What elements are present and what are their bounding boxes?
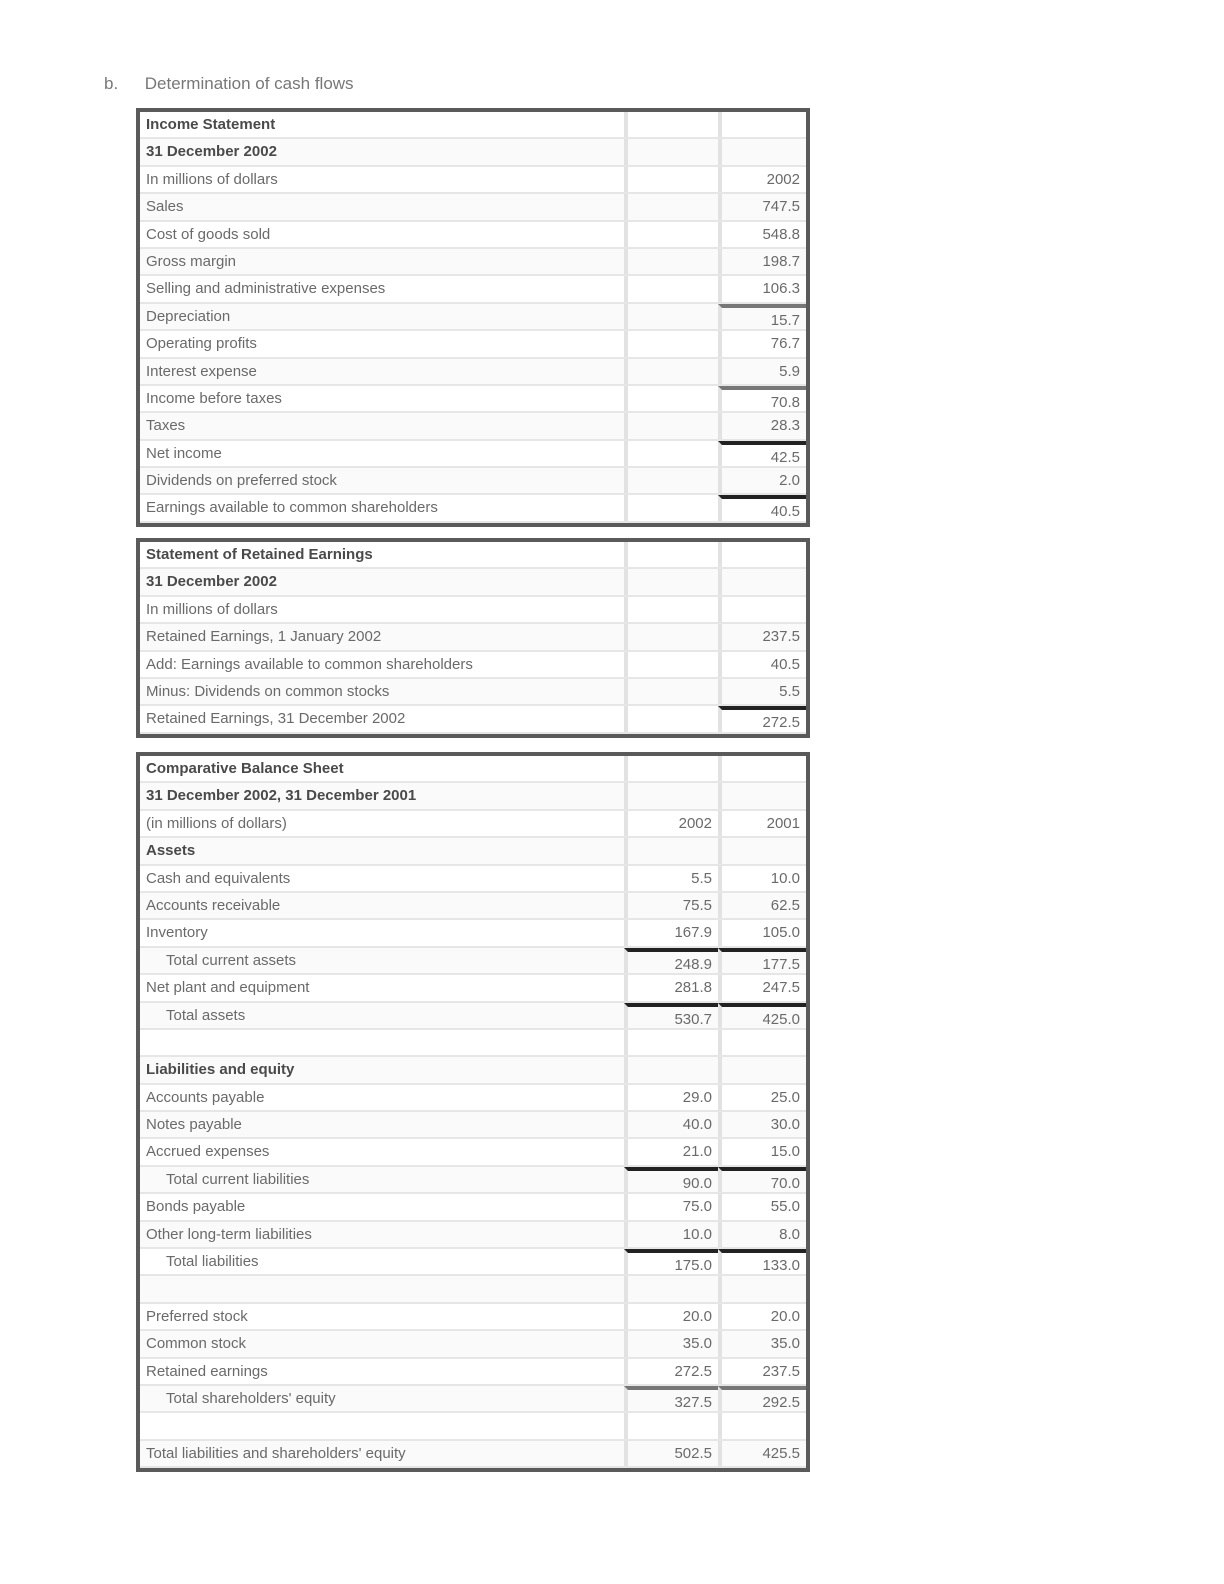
value-cell-col2: 40.5 [718, 495, 806, 520]
value-cell-col2 [718, 139, 806, 164]
section-heading [104, 74, 354, 94]
value-cell-col1: 75.5 [624, 893, 718, 918]
value-cell-col2: 8.0 [718, 1222, 806, 1247]
value-cell-col1: 327.5 [624, 1386, 718, 1411]
table-row [140, 441, 806, 468]
row-label: Retained Earnings, 31 December 2002 [146, 710, 406, 728]
value-cell-col1 [624, 331, 718, 356]
value-cell-col2: 548.8 [718, 222, 806, 247]
value-cell-col2: 15.7 [718, 304, 806, 329]
row-label: Total current assets [166, 951, 297, 969]
value-cell-col1 [624, 706, 718, 731]
value-cell-col1 [624, 276, 718, 301]
value-cell-col1: 10.0 [624, 1222, 718, 1247]
value-cell-col1 [624, 139, 718, 164]
row-label: Sales [146, 198, 184, 216]
value-cell-col1: 167.9 [624, 920, 718, 945]
value-cell-col1: 175.0 [624, 1249, 718, 1274]
value-cell-col2: 70.0 [718, 1167, 806, 1192]
table-row [140, 893, 806, 920]
table-row [140, 249, 806, 276]
row-label: Net income [146, 444, 222, 462]
row-label: Inventory [146, 924, 208, 942]
row-label: Preferred stock [146, 1307, 248, 1325]
value-cell-col2: 76.7 [718, 331, 806, 356]
table-row [140, 948, 806, 975]
value-cell-col1 [624, 194, 718, 219]
table-row [140, 569, 806, 596]
value-cell-col1: 530.7 [624, 1003, 718, 1028]
value-cell-col1 [624, 468, 718, 493]
table-row [140, 542, 806, 569]
value-cell-col2: 237.5 [718, 624, 806, 649]
value-cell-col1: 502.5 [624, 1441, 718, 1466]
row-label: Selling and administrative expenses [146, 280, 386, 298]
value-cell-col2 [718, 112, 806, 137]
value-cell-col2: 70.8 [718, 386, 806, 411]
value-cell-col1 [624, 838, 718, 863]
section-title: Determination of cash flows [144, 74, 354, 93]
value-cell-col1 [624, 112, 718, 137]
value-cell-col1 [624, 167, 718, 192]
value-cell-col2 [718, 838, 806, 863]
value-cell-col1 [624, 624, 718, 649]
table-row [140, 139, 806, 166]
row-label: (in millions of dollars) [146, 814, 287, 832]
row-label: Comparative Balance Sheet [146, 760, 344, 777]
table-row [140, 1359, 806, 1386]
table-row [140, 1112, 806, 1139]
table-row [140, 1249, 806, 1276]
table-row [140, 1057, 806, 1084]
value-cell-col1 [624, 597, 718, 622]
table-row [140, 194, 806, 221]
value-cell-col2: 106.3 [718, 276, 806, 301]
row-label: Cost of goods sold [146, 225, 271, 243]
value-cell-col2: 35.0 [718, 1331, 806, 1356]
value-cell-col2 [718, 1413, 806, 1438]
value-cell-col2 [718, 569, 806, 594]
value-cell-col2: 28.3 [718, 413, 806, 438]
row-label: Retained Earnings, 1 January 2002 [146, 628, 382, 646]
row-label: Operating profits [146, 335, 257, 353]
value-cell-col2: 15.0 [718, 1139, 806, 1164]
table-row [140, 1304, 806, 1331]
value-cell-col1: 2002 [624, 811, 718, 836]
value-cell-col2: 747.5 [718, 194, 806, 219]
value-cell-col2 [718, 1030, 806, 1055]
row-label: Depreciation [146, 307, 231, 325]
table-row [140, 866, 806, 893]
value-cell-col1: 75.0 [624, 1194, 718, 1219]
row-label: Interest expense [146, 362, 257, 380]
table-row [140, 495, 806, 522]
row-label: Other long-term liabilities [146, 1225, 312, 1243]
value-cell-col2 [718, 783, 806, 808]
value-cell-col1 [624, 679, 718, 704]
value-cell-col1 [624, 542, 718, 567]
table-row [140, 1085, 806, 1112]
row-label: Total current liabilities [166, 1170, 310, 1188]
table-row [140, 1222, 806, 1249]
value-cell-col2: 25.0 [718, 1085, 806, 1110]
row-label: In millions of dollars [146, 600, 278, 618]
row-label: Accounts receivable [146, 896, 281, 914]
row-label: In millions of dollars [146, 170, 278, 188]
table-row [140, 1441, 806, 1468]
table-row [140, 624, 806, 651]
value-cell-col1 [624, 441, 718, 466]
table-row [140, 359, 806, 386]
value-cell-col1: 90.0 [624, 1167, 718, 1192]
balance-sheet-table [136, 752, 810, 1472]
value-cell-col2: 40.5 [718, 652, 806, 677]
row-label: 31 December 2002 [146, 143, 277, 161]
value-cell-col2: 2001 [718, 811, 806, 836]
row-label: Net plant and equipment [146, 979, 310, 997]
table-row [140, 1030, 806, 1057]
row-label: Add: Earnings available to common shareholders [146, 655, 473, 673]
income-statement-table [136, 108, 810, 527]
value-cell-col1 [624, 249, 718, 274]
row-label: Earnings available to common shareholders [146, 499, 438, 517]
table-row [140, 838, 806, 865]
row-label: Total liabilities [166, 1253, 259, 1271]
value-cell-col2: 237.5 [718, 1359, 806, 1384]
value-cell-col2: 177.5 [718, 948, 806, 973]
value-cell-col1 [624, 386, 718, 411]
row-label: Retained earnings [146, 1362, 268, 1380]
value-cell-col2 [718, 1057, 806, 1082]
value-cell-col2: 10.0 [718, 866, 806, 891]
table-row [140, 652, 806, 679]
table-row [140, 304, 806, 331]
row-label: Cash and equivalents [146, 869, 291, 887]
value-cell-col1: 281.8 [624, 975, 718, 1000]
row-label: Total liabilities and shareholders' equity [146, 1444, 406, 1462]
value-cell-col1 [624, 495, 718, 520]
row-label: Dividends on preferred stock [146, 472, 337, 490]
value-cell-col2: 247.5 [718, 975, 806, 1000]
value-cell-col2 [718, 756, 806, 781]
value-cell-col2: 292.5 [718, 1386, 806, 1411]
value-cell-col1: 20.0 [624, 1304, 718, 1329]
table-row [140, 783, 806, 810]
value-cell-col1 [624, 222, 718, 247]
value-cell-col1 [624, 1057, 718, 1082]
table-row [140, 276, 806, 303]
table-row [140, 1331, 806, 1358]
value-cell-col2: 133.0 [718, 1249, 806, 1274]
value-cell-col2: 2002 [718, 167, 806, 192]
table-row [140, 679, 806, 706]
value-cell-col1 [624, 1276, 718, 1301]
value-cell-col1: 21.0 [624, 1139, 718, 1164]
value-cell-col1 [624, 756, 718, 781]
value-cell-col1 [624, 359, 718, 384]
value-cell-col1 [624, 304, 718, 329]
value-cell-col2: 425.0 [718, 1003, 806, 1028]
value-cell-col1 [624, 783, 718, 808]
section-number: b. [104, 74, 119, 93]
value-cell-col1: 40.0 [624, 1112, 718, 1137]
table-row [140, 920, 806, 947]
value-cell-col1 [624, 413, 718, 438]
value-cell-col2: 105.0 [718, 920, 806, 945]
row-label: 31 December 2002 [146, 573, 277, 591]
value-cell-col2: 425.5 [718, 1441, 806, 1466]
table-row [140, 167, 806, 194]
table-row [140, 597, 806, 624]
row-label: Gross margin [146, 252, 237, 270]
value-cell-col2: 5.5 [718, 679, 806, 704]
table-row [140, 112, 806, 139]
value-cell-col2: 55.0 [718, 1194, 806, 1219]
table-row [140, 468, 806, 495]
table-row [140, 1139, 806, 1166]
row-label: Assets [146, 842, 196, 860]
table-row [140, 331, 806, 358]
table-row [140, 1003, 806, 1030]
table-row [140, 811, 806, 838]
row-label: Minus: Dividends on common stocks [146, 682, 390, 700]
row-label: Common stock [146, 1335, 247, 1353]
table-row [140, 706, 806, 733]
value-cell-col2: 20.0 [718, 1304, 806, 1329]
value-cell-col1: 272.5 [624, 1359, 718, 1384]
table-row [140, 975, 806, 1002]
value-cell-col1 [624, 1413, 718, 1438]
row-label: Accrued expenses [146, 1143, 270, 1161]
row-label: Total shareholders' equity [166, 1389, 336, 1407]
value-cell-col2: 30.0 [718, 1112, 806, 1137]
row-label: Bonds payable [146, 1198, 246, 1216]
row-label: Taxes [146, 417, 186, 435]
value-cell-col2 [718, 542, 806, 567]
value-cell-col1: 35.0 [624, 1331, 718, 1356]
row-label: Notes payable [146, 1116, 242, 1134]
table-row [140, 1413, 806, 1440]
value-cell-col1: 5.5 [624, 866, 718, 891]
row-label: Income Statement [146, 116, 276, 133]
row-label: Total assets [166, 1006, 246, 1024]
row-label: Liabilities and equity [146, 1061, 295, 1079]
value-cell-col2: 42.5 [718, 441, 806, 466]
row-label: Income before taxes [146, 389, 282, 407]
value-cell-col1: 29.0 [624, 1085, 718, 1110]
table-row [140, 222, 806, 249]
value-cell-col2: 5.9 [718, 359, 806, 384]
row-label: Accounts payable [146, 1088, 265, 1106]
row-label: 31 December 2002, 31 December 2001 [146, 787, 417, 805]
table-row [140, 1386, 806, 1413]
value-cell-col2: 272.5 [718, 706, 806, 731]
value-cell-col2: 198.7 [718, 249, 806, 274]
value-cell-col1: 248.9 [624, 948, 718, 973]
value-cell-col2: 2.0 [718, 468, 806, 493]
retained-earnings-table [136, 538, 810, 738]
value-cell-col2 [718, 1276, 806, 1301]
table-row [140, 1167, 806, 1194]
value-cell-col1 [624, 569, 718, 594]
row-label: Statement of Retained Earnings [146, 546, 373, 563]
table-row [140, 386, 806, 413]
table-row [140, 1276, 806, 1303]
table-row [140, 413, 806, 440]
value-cell-col1 [624, 1030, 718, 1055]
table-row [140, 1194, 806, 1221]
value-cell-col1 [624, 652, 718, 677]
value-cell-col2 [718, 597, 806, 622]
value-cell-col2: 62.5 [718, 893, 806, 918]
table-row [140, 756, 806, 783]
